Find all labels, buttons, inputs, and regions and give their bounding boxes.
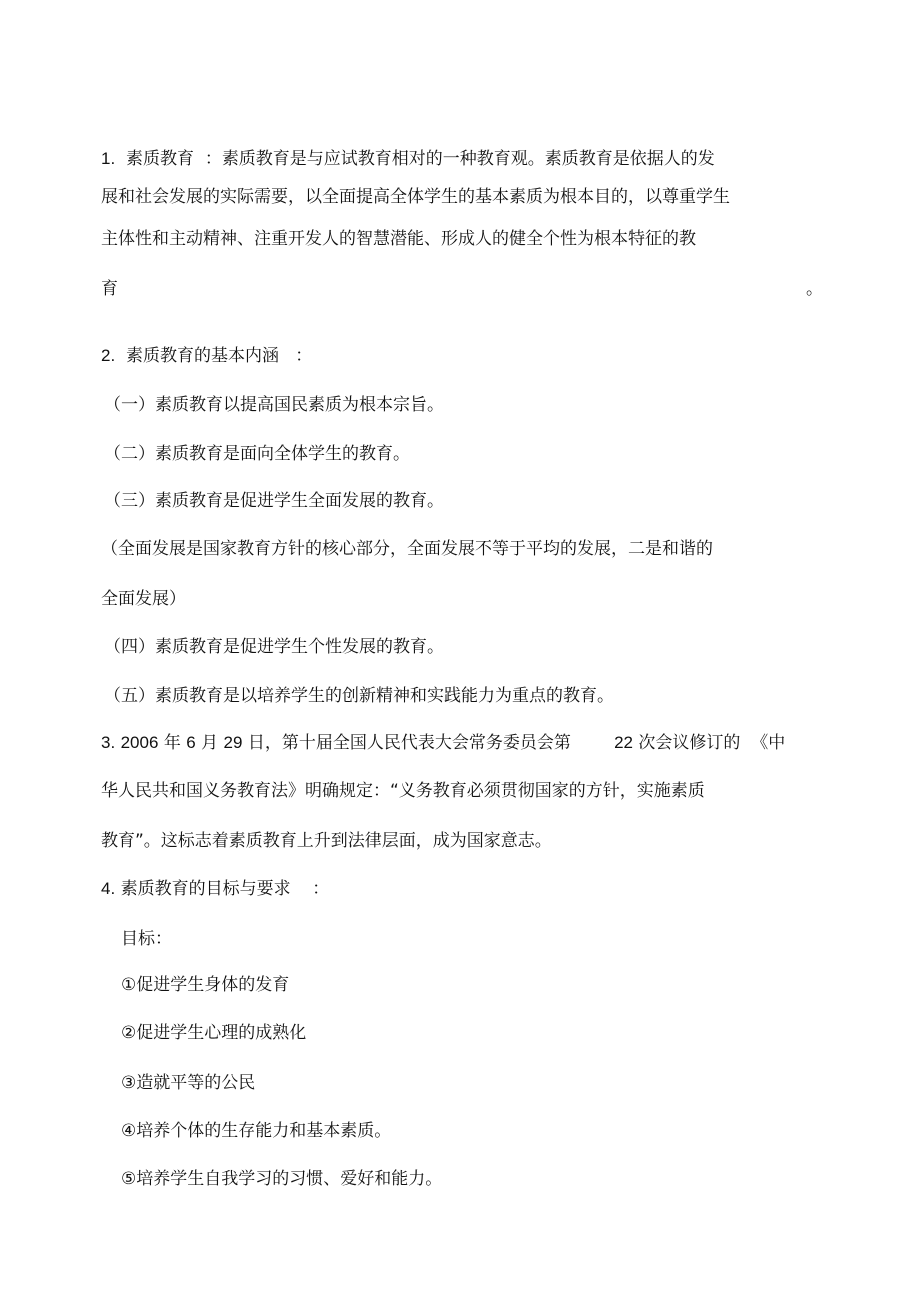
section1-line4 <box>101 278 118 300</box>
section2-colon: ： <box>295 346 313 366</box>
section3-month: 6 <box>186 733 196 752</box>
section4-goal-label: 目标： <box>121 929 172 949</box>
section1-line4-text: 育 <box>101 279 118 299</box>
section4-goal-5: ⑤培养学生自我学习的习惯、爱好和能力。 <box>121 1169 443 1189</box>
section1-line1 <box>101 148 715 170</box>
section1-line4-period: 。 <box>806 279 823 299</box>
section2-number: 2. <box>101 346 116 365</box>
section1-number: 1. <box>101 149 116 168</box>
section4-heading-text: 素质教育的目标与要求 <box>120 879 291 899</box>
section3-number: 3. <box>101 733 116 752</box>
section1-text1: 素质教育是与应试教育相对的一种教育观。素质教育是依据人的发 <box>221 149 715 169</box>
section3-session: 22 <box>614 733 633 752</box>
section3-line1 <box>101 732 785 754</box>
section2-heading-text: 素质教育的基本内涵 <box>126 346 279 366</box>
section4-goal-1: ①促进学生身体的发育 <box>121 975 290 995</box>
section3-line3: 教育”。这标志着素质教育上升到法律层面，成为国家意志。 <box>101 831 552 851</box>
section1-line2: 展和社会发展的实际需要，以全面提高全体学生的基本素质为根本目的，以尊重学生 <box>101 187 730 207</box>
section2-item-5: （五）素质教育是以培养学生的创新精神和实践能力为重点的教育。 <box>104 686 614 706</box>
section3-day: 29 <box>223 733 243 752</box>
section3-text-a: 日，第十届全国人民代表大会常务委员会第 <box>247 733 571 753</box>
section4-number: 4. <box>101 879 116 898</box>
section2-note-line2: 全面发展） <box>101 589 186 609</box>
section3-year: 2006 <box>120 733 159 752</box>
section1-term: 素质教育 <box>126 149 194 169</box>
section3-text-c: 《中 <box>751 733 786 753</box>
section4-goal-4: ④培养个体的生存能力和基本素质。 <box>121 1121 392 1141</box>
section3-line2: 华人民共和国义务教育法》明确规定：“义务教育必须贯彻国家的方针，实施素质 <box>101 781 705 801</box>
section2-item-2: （二）素质教育是面向全体学生的教育。 <box>104 444 410 464</box>
section4-colon: ： <box>312 879 330 899</box>
section3-month-char: 月 <box>201 733 219 753</box>
section2-note-line1: （全面发展是国家教育方针的核心部分，全面发展不等于平均的发展，二是和谐的 <box>101 539 713 559</box>
section4-goal-3: ③造就平等的公民 <box>121 1073 256 1093</box>
section2-item-1: （一）素质教育以提高国民素质为根本宗旨。 <box>104 395 444 415</box>
section1-colon: ： <box>204 149 222 169</box>
section4-goal-2: ②促进学生心理的成熟化 <box>121 1023 307 1043</box>
section3-text-b: 次会议修订的 <box>638 733 741 753</box>
section2-item-4: （四）素质教育是促进学生个性发展的教育。 <box>104 637 444 657</box>
section4-heading <box>101 878 329 900</box>
section2-item-3: （三）素质教育是促进学生全面发展的教育。 <box>104 491 444 511</box>
section2-heading <box>101 345 312 367</box>
section3-year-char: 年 <box>163 733 181 753</box>
section1-line3: 主体性和主动精神、注重开发人的智慧潜能、形成人的健全个性为根本特征的教 <box>101 229 696 249</box>
